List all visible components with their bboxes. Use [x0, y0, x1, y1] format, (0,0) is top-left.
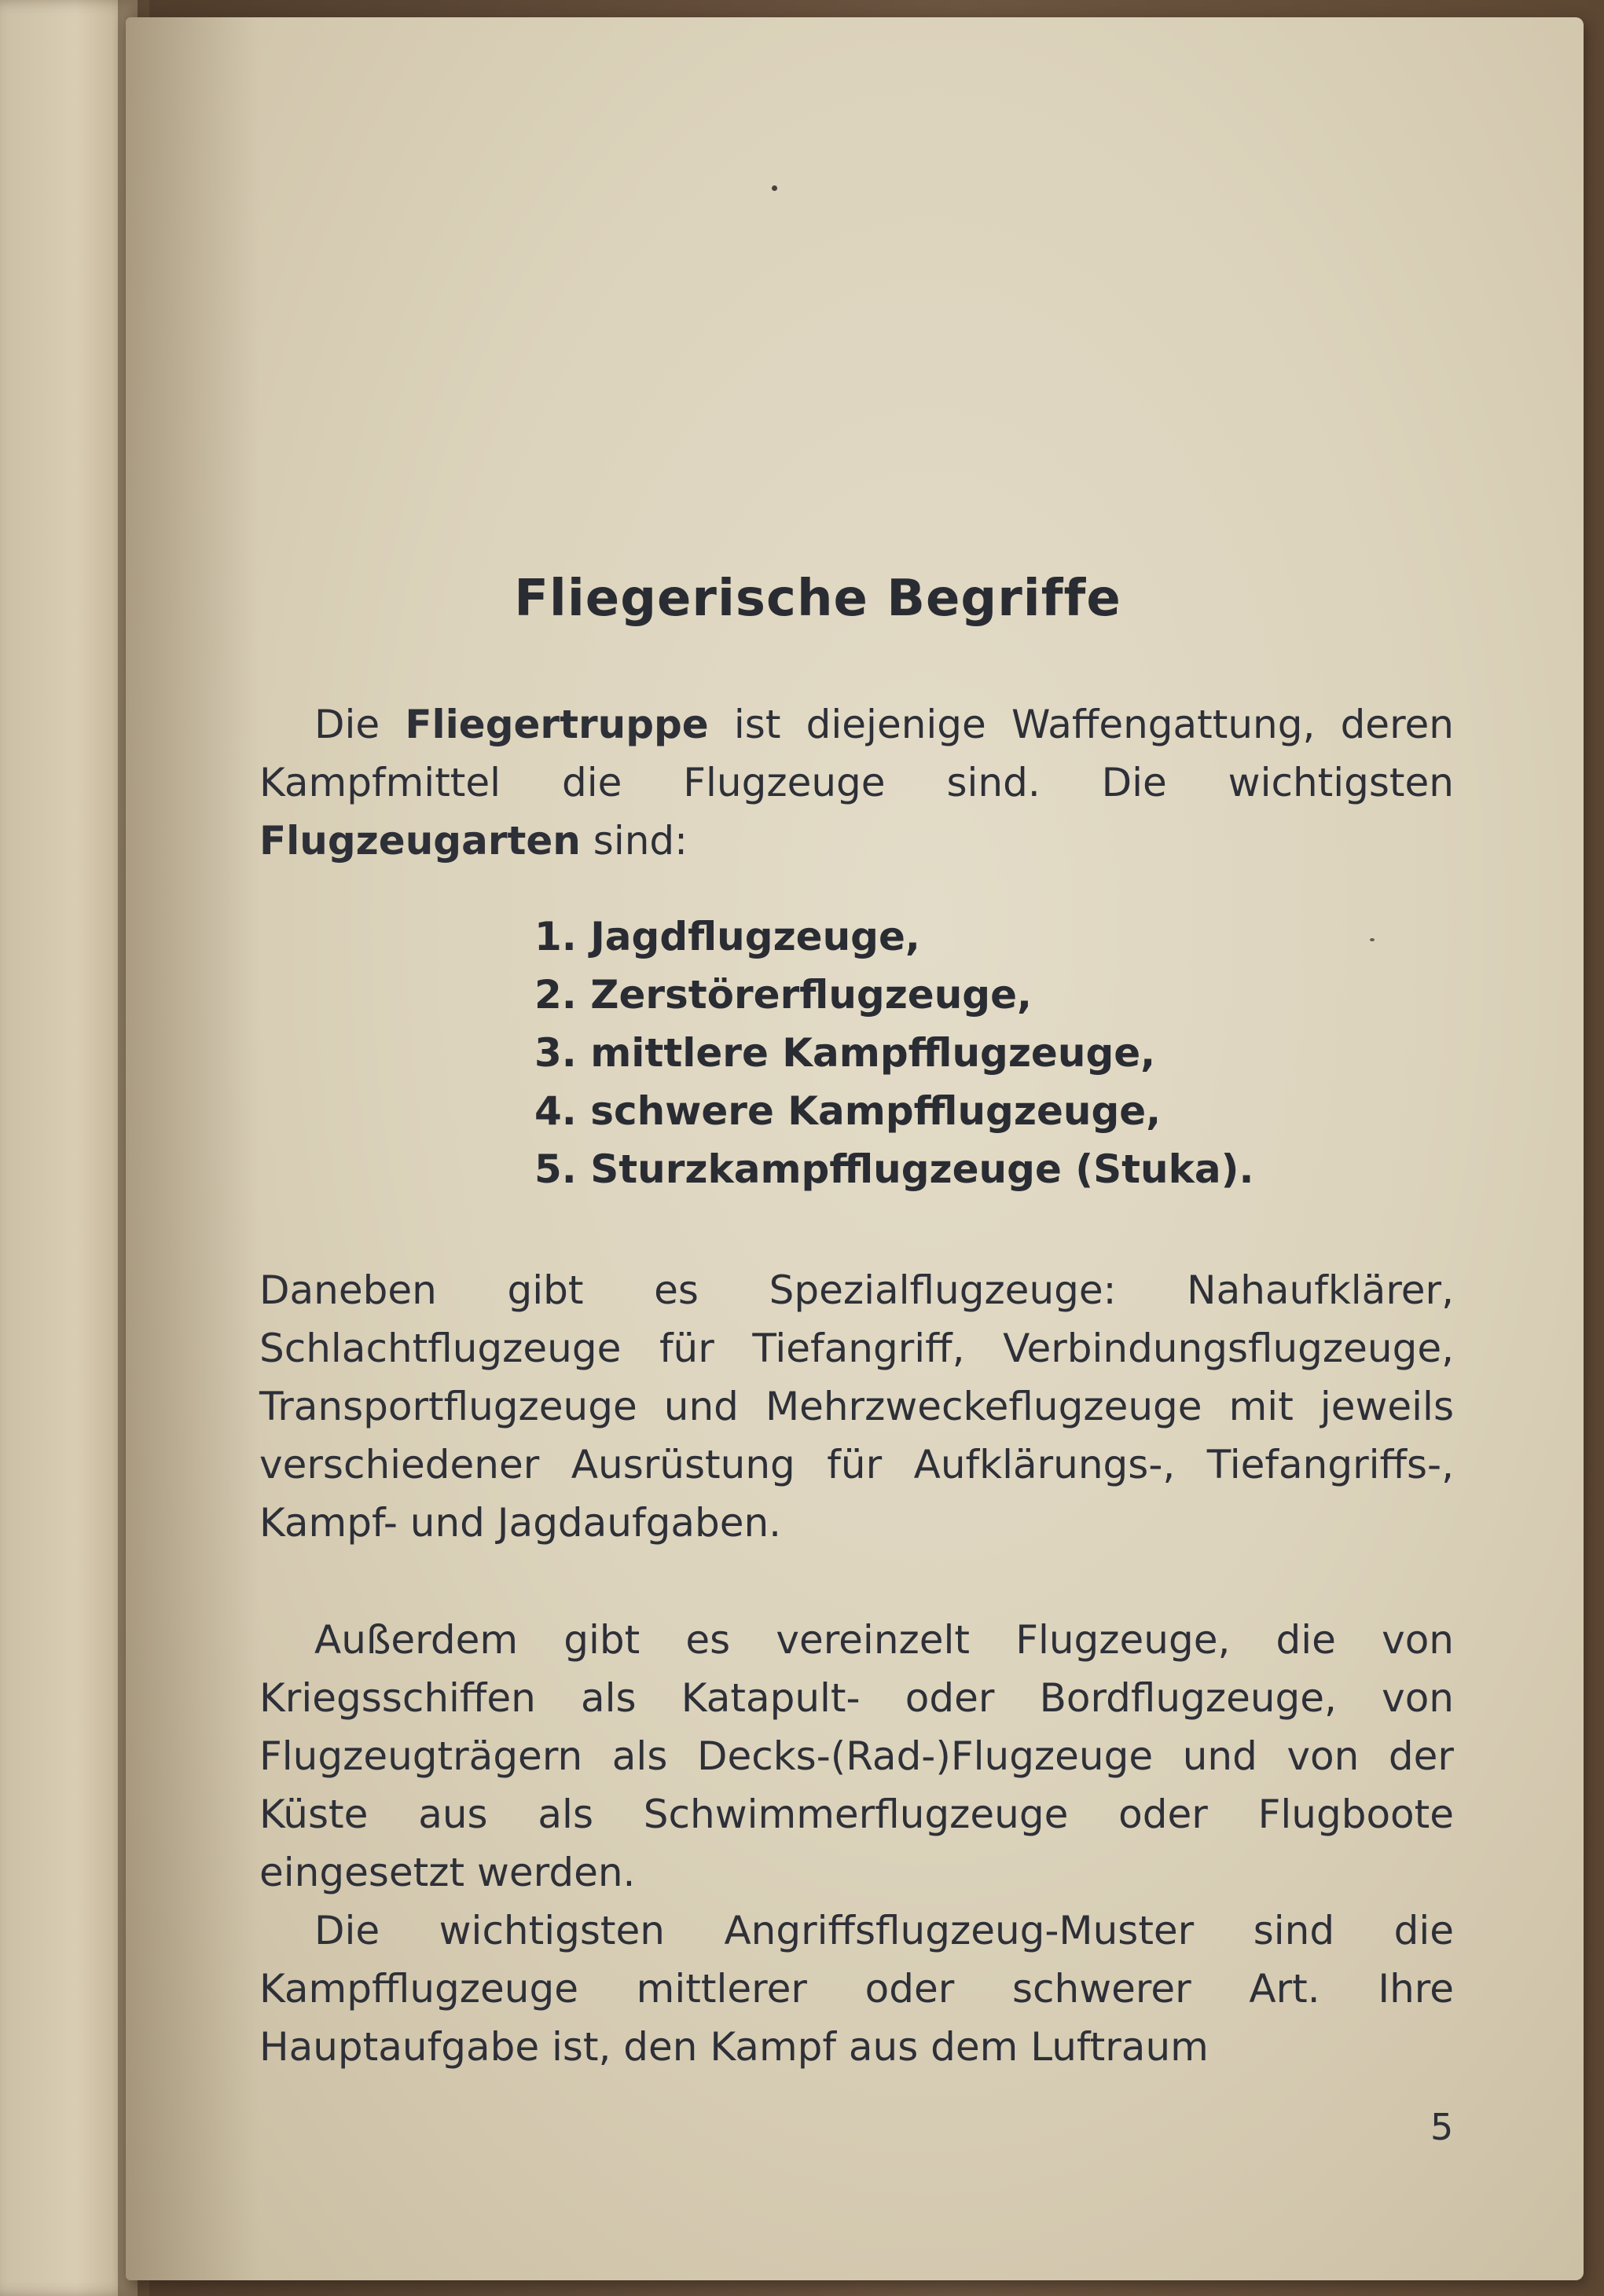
intro-paragraph — [259, 695, 1454, 870]
paper-speck — [772, 185, 777, 191]
aircraft-types-list — [534, 908, 1253, 1198]
intro-text-2: ist diejenige Waffengattung, deren Kampfmittel die Flugzeuge sind. Die wichtigsten — [259, 702, 1454, 805]
list-item: 3. mittlere Kampfflugzeuge, — [534, 1030, 1156, 1076]
page-title: Fliegerische Begriffe — [514, 570, 1121, 628]
body-paragraph — [259, 1261, 1454, 1552]
paragraph-text: Die wichtigsten Angriffsflugzeug-Muster sind die Kampfflugzeuge mittlerer oder schwerer Art. Ihre Hauptaufgabe ist, den Kampf aus dem Luftraum — [259, 1908, 1454, 2070]
gutter-shadow — [126, 17, 259, 2280]
page-number: 5 — [1430, 2106, 1454, 2148]
list-item: 4. schwere Kampfflugzeuge, — [534, 1088, 1162, 1134]
intro-text-1: Die — [314, 702, 406, 747]
list-item: 2. Zerstörerflugzeuge, — [534, 972, 1033, 1018]
paragraph-text: Daneben gibt es Spezialflugzeuge: Nahaufklärer, Schlachtflugzeuge für Tiefangriff, Verbindungsflugzeuge, Transportflugzeuge und Mehrzweckeflugzeuge mit jeweils verschiedener Ausrüstung für Aufklärungs-, Tiefangriffs-, Kampf- und Jagdaufgaben. — [259, 1267, 1454, 1546]
intro-bold-fliegertruppe: Fliegertruppe — [405, 702, 709, 747]
body-paragraph — [259, 1611, 1454, 1902]
paper-speck — [1370, 938, 1375, 941]
previous-page-edge — [0, 0, 138, 2296]
intro-bold-flugzeugarten: Flugzeugarten — [259, 818, 581, 864]
list-item: 1. Jagdflugzeuge, — [534, 914, 920, 959]
list-item: 5. Sturzkampfflugzeuge (Stuka). — [534, 1146, 1254, 1192]
paragraph-text: Außerdem gibt es vereinzelt Flugzeuge, die von Kriegsschiffen als Katapult- oder Bordflugzeuge, von Flugzeugträgern als Decks-(Rad-)Flugzeuge und von der Küste aus als Schwimmerflugzeuge oder Flugboote eingesetzt werden. — [259, 1617, 1454, 1895]
intro-text-3: sind: — [580, 818, 688, 864]
body-paragraph — [259, 1902, 1454, 2076]
